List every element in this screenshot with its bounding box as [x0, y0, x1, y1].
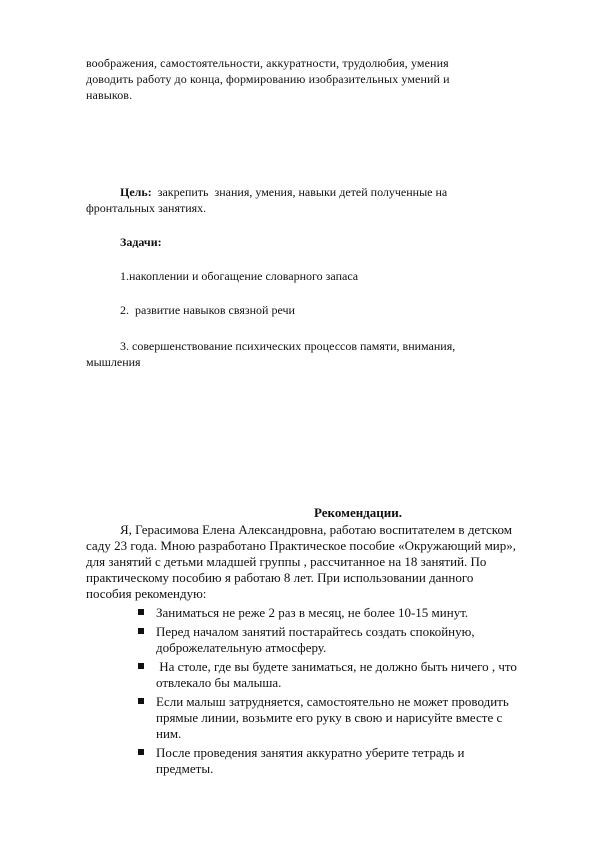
task-item-3-cont: мышления	[86, 355, 141, 369]
recommendations-title: Рекомендации.	[313, 505, 403, 520]
bullet-icon	[138, 663, 144, 669]
intro-line-3: навыков.	[86, 88, 133, 102]
goal-text: закрепить знания, умения, навыки детей полученные на	[151, 185, 448, 199]
list-item-text: На столе, где вы будете заниматься, не должно быть ничего , что отвлекало бы малыша.	[156, 659, 521, 690]
task-item-1: 1.накоплении и обогащение словарного запаса	[120, 269, 359, 283]
bullet-icon	[138, 749, 144, 755]
tasks-heading: Задачи:	[120, 235, 162, 249]
list-item	[156, 624, 520, 656]
task-item-3	[86, 338, 516, 370]
bullet-icon	[138, 628, 144, 634]
list-item-text: После проведения занятия аккуратно уберите тетрадь и предметы.	[156, 745, 465, 776]
recommendations-list	[86, 605, 520, 777]
recommendations-section	[86, 505, 520, 777]
list-item-text: Заниматься не реже 2 раз в месяц, не более 10-15 минут.	[156, 605, 469, 620]
goal-text-cont: фронтальных занятиях.	[86, 201, 207, 215]
task-item-2: 2. развитие навыков связной речи	[120, 303, 295, 317]
list-item-text: Если малыш затрудняется, самостоятельно не может проводить прямые линии, возьмите его руку в свою и нарисуйте вместе с ним.	[156, 694, 509, 741]
intro-line-1: воображения, самостоятельности, аккуратности, трудолюбия, умения	[86, 56, 449, 70]
list-item	[156, 745, 520, 777]
recommendations-intro: Я, Герасимова Елена Александровна, работаю воспитателем в детском саду 23 года. Мною разработано Практическое пособие «Окружающий мир», для занятий с детьми младшей группы , рассчитанное на 18 занятий. По практическому пособию я работаю 8 лет. При использовании данного пособия рекомендую:	[86, 522, 516, 601]
goal-label: Цель:	[120, 185, 152, 199]
intro-line-2: доводить работу до конца, формированию изобразительных умений и	[86, 72, 450, 86]
list-item	[156, 694, 520, 742]
list-item-text: Перед началом занятий постарайтесь создать спокойную, доброжелательную атмосферу.	[156, 624, 475, 655]
bullet-icon	[138, 609, 144, 615]
intro-paragraph	[86, 55, 516, 103]
list-item	[156, 659, 520, 691]
bullet-icon	[138, 698, 144, 704]
task-item-3-line: 3. совершенствование психических процессов памяти, внимания,	[120, 339, 456, 353]
list-item	[156, 605, 520, 621]
goal-paragraph	[86, 184, 516, 216]
